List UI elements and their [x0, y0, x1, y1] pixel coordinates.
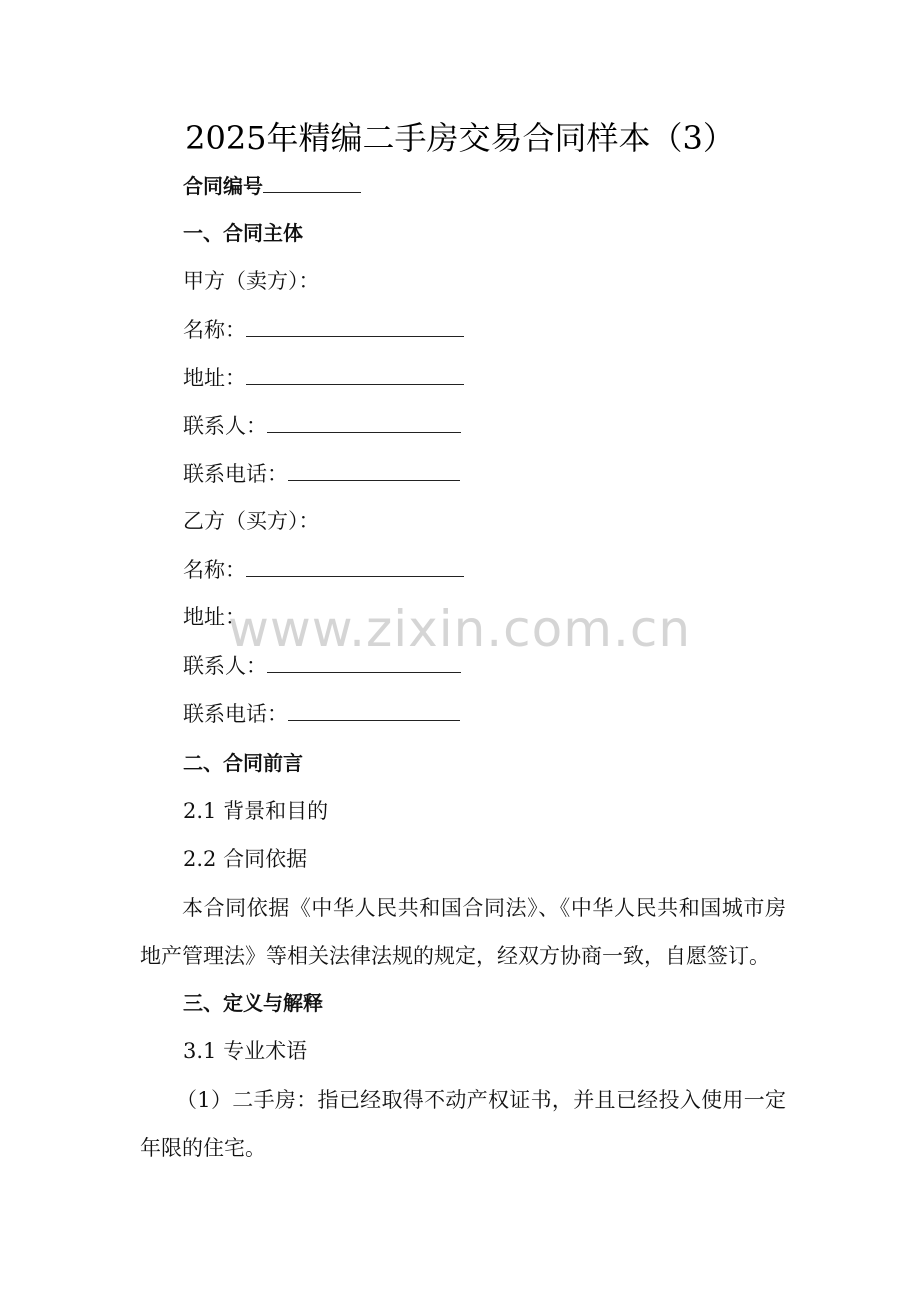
- party-a-address-label: 地址：: [183, 366, 246, 390]
- definitions-item-3-1: 3.1 专业术语: [183, 1039, 308, 1063]
- watermark: www.zixin.com.cn: [228, 600, 692, 658]
- contract-basis-paragraph: 本合同依据《中华人民共和国合同法》、《中华人民共和国城市房地产管理法》等相关法律法规的规定，经双方协商一致，自愿签订。: [140, 896, 786, 968]
- party-b-name-blank[interactable]: [246, 554, 464, 577]
- party-a-name-line: [183, 314, 464, 345]
- party-a-address-line: [183, 362, 464, 393]
- party-a-name-label: 名称：: [183, 318, 246, 342]
- party-a-phone-line: [183, 458, 460, 489]
- party-a-heading: 甲方（卖方）：: [183, 269, 320, 293]
- party-a-name-blank[interactable]: [246, 314, 464, 337]
- definition-term-1: （1）二手房：指已经取得不动产权证书，并且已经投入使用一定年限的住宅。: [140, 1088, 786, 1160]
- contract-number-label: 合同编号: [183, 174, 263, 198]
- party-b-address-label: 地址：: [183, 605, 246, 629]
- contract-number-blank[interactable]: [263, 170, 361, 193]
- party-b-contact-blank[interactable]: [267, 650, 461, 673]
- party-b-contact-label: 联系人：: [183, 654, 267, 678]
- section-heading-2: 二、合同前言: [183, 751, 303, 775]
- party-b-phone-blank[interactable]: [288, 698, 460, 721]
- party-b-phone-line: [183, 698, 460, 729]
- party-b-heading: 乙方（买方）：: [183, 509, 320, 533]
- document-title: 2025年精编二手房交易合同样本（3）: [185, 119, 735, 157]
- section-heading-3: 三、定义与解释: [183, 991, 323, 1015]
- party-b-name-line: [183, 554, 464, 585]
- party-b-phone-label: 联系电话：: [183, 702, 288, 726]
- party-a-phone-blank[interactable]: [288, 458, 460, 481]
- party-a-contact-label: 联系人：: [183, 414, 267, 438]
- party-a-contact-line: [183, 410, 461, 441]
- preamble-item-2-1: 2.1 背景和目的: [183, 799, 329, 823]
- party-a-address-blank[interactable]: [246, 362, 464, 385]
- party-b-contact-line: [183, 650, 461, 681]
- party-b-name-label: 名称：: [183, 558, 246, 582]
- section-heading-1: 一、合同主体: [183, 221, 303, 245]
- party-b-address-line: [183, 602, 246, 632]
- preamble-item-2-2: 2.2 合同依据: [183, 847, 308, 871]
- contract-number-line: [183, 170, 361, 201]
- party-a-contact-blank[interactable]: [267, 410, 461, 433]
- party-a-phone-label: 联系电话：: [183, 462, 288, 486]
